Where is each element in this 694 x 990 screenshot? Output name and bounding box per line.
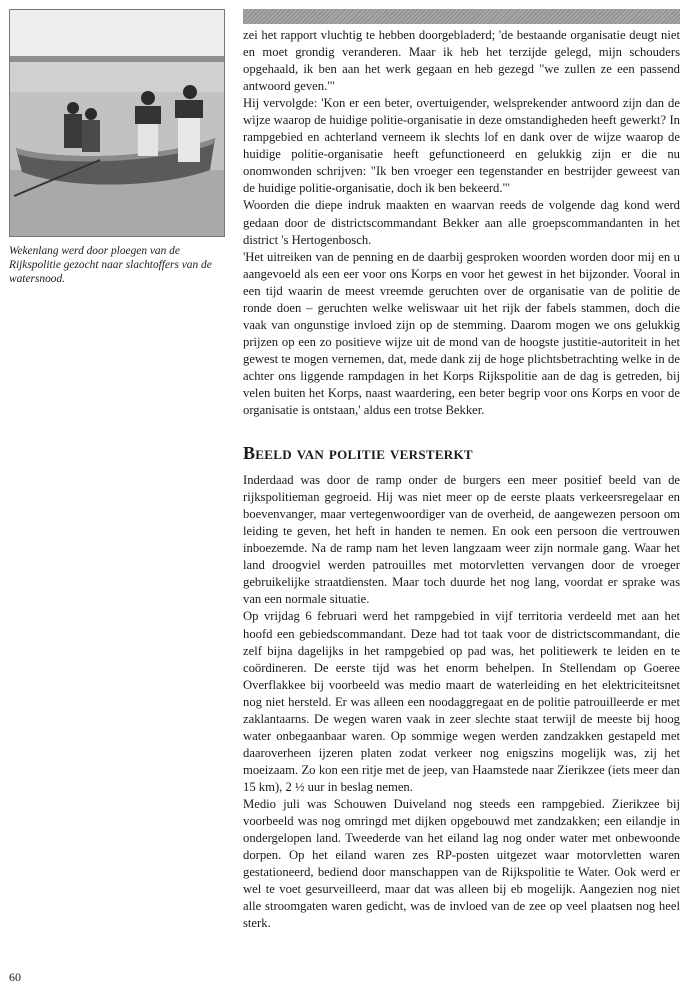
section-heading: Beeld van politie versterkt bbox=[243, 443, 473, 464]
paragraph: 'Het uitreiken van de penning en de daarbij gesproken woorden worden door mij en u aangevoeld als een eer voor ons Korps en voor het gewest in het bijzonder. Vooral in een tijd waarin de meest vreemde geruchten over de organisatie van de politie de ronde doen – geruchten welke weliswaar uit het rijk der fabels stammen, doch die vaak van ongunstige invloed zijn op de stemming. Daarom mogen we ons gelukkig prijzen op een zo positieve wijze uit de mond van de hoogste justitie-autoriteit in het gewest te mogen vernemen, dat, mede dank zij de hoge plichtsbetrachting welke in de achter ons liggende rampdagen in het Korps Rijkspolitie aan de dag is getreden, bij velen buiten het Korps, naast waardering, een beter begrip voor ons Korps en voor de organisatie is ontstaan,' aldus een trotse Bekker. bbox=[243, 249, 680, 418]
paragraph: zei het rapport vluchtig te hebben doorgebladerd; 'de bestaande organisatie deugt niet en moet grondig veranderen. Maar ik heb het terzijde gelegd, mijn schouders opgehaald, ik ben aan het werk gegaan en heb gezegd "we zullen ze een passend antwoord geven."' bbox=[243, 28, 680, 94]
paragraph: Medio juli was Schouwen Duiveland nog steeds een rampgebied. Zierikzee bij voorbeeld was nog omringd met dijken opgebouwd met zandzakken; een eilandje in ondergelopen land. Tweederde van het eiland lag nog onder water met onbewoonde dorpen. Op het eiland waren zes RP-posten uitgezet waar motorvletten waren gestationeerd, bediend door manschappen van de Rijkspolitie te Water. Ook werd er wel te voet gesurveilleerd, maar dat was alleen bij eb mogelijk. Aangezien nog niet alle stroomgaten waren gedicht, was de invloed van de zee op veel plaatsen nog heel sterk. bbox=[243, 796, 680, 931]
photo-caption: Wekenlang werd door ploegen van de Rijkspolitie gezocht naar slachtoffers van de watersnood. bbox=[9, 245, 212, 285]
paragraph: Inderdaad was door de ramp onder de burgers een meer positief beeld van de rijkspolitieman gegroeid. Hij was niet meer op de eerste plaats verkeersregelaar en boevenvanger, maar vertegenwoordiger van de overheid, de aangewezen persoon om leiding te geven, het heft in handen te nemen. En ook een persoon die vertrouwen inboezemde. Na de ramp nam het leven langzaam weer zijn normale gang. Waar het land droogviel werden patrouilles met motorvletten vervangen door de vroeger gebruikelijke straatdiensten. Maar toch duurde het nog lang, voordat er sprake was van een normale situatie. bbox=[243, 473, 680, 607]
paragraph: Op vrijdag 6 februari werd het rampgebied in vijf territoria verdeeld met aan het hoofd een gebiedscommandant. Deze had tot taak voor de districtscommandant, die zelf bijna dagelijks in het rampgebied op pad was, het politiewerk te leiden en te coördineren. De eerste tijd was het enorm behelpen. In Stellendam op Goeree Overflakkee bij voorbeeld was medio maart de waterleiding en het elektriciteitsnet nog niet hersteld. Er was alleen een noodaggregaat en de politie patrouilleerde er met zaklantaarns. De wegen waren vaak in zeer slechte staat terwijl de meeste bij hoog water onbegaanbaar waren. Op sommige wegen werden zandzakken gestapeld met daaroverheen ijzeren platen zodat verkeer nog enigszins mogelijk was, zij het moeizaam. Zo kon een ritje met de jeep, van Haamstede naar Zierikzee (iets meer dan 15 km), 2 ½ uur in beslag nemen. bbox=[243, 609, 680, 794]
paragraph: Woorden die diepe indruk maakten en waarvan reeds de volgende dag kond werd gedaan door de districtscommandant Bekker aan alle groepscommandanten in het district 's Hertogenbosch. bbox=[243, 198, 680, 247]
flood-boat-photo bbox=[9, 9, 225, 237]
header-decorative-bar bbox=[243, 9, 680, 24]
article-body bbox=[243, 27, 680, 932]
page-number: 60 bbox=[9, 970, 21, 984]
photo-illustration bbox=[10, 10, 224, 236]
paragraph: Hij vervolgde: 'Kon er een beter, overtuigender, welsprekender antwoord zijn dan de wijze waarop de huidige politie-organisatie in deze omstandigheden heeft gewerkt? In rampgebied en achterland verneem ik slechts lof en dank over de wijze waarop de huidige politie-organisatie heeft gefunctioneerd en gelukkig zijn er die nu onomwonden schrijven: "Ik ben vroeger een tegenstander en bestrijder geweest van de huidige politie-organisatie, doch ik ben bekeerd."' bbox=[243, 96, 680, 196]
